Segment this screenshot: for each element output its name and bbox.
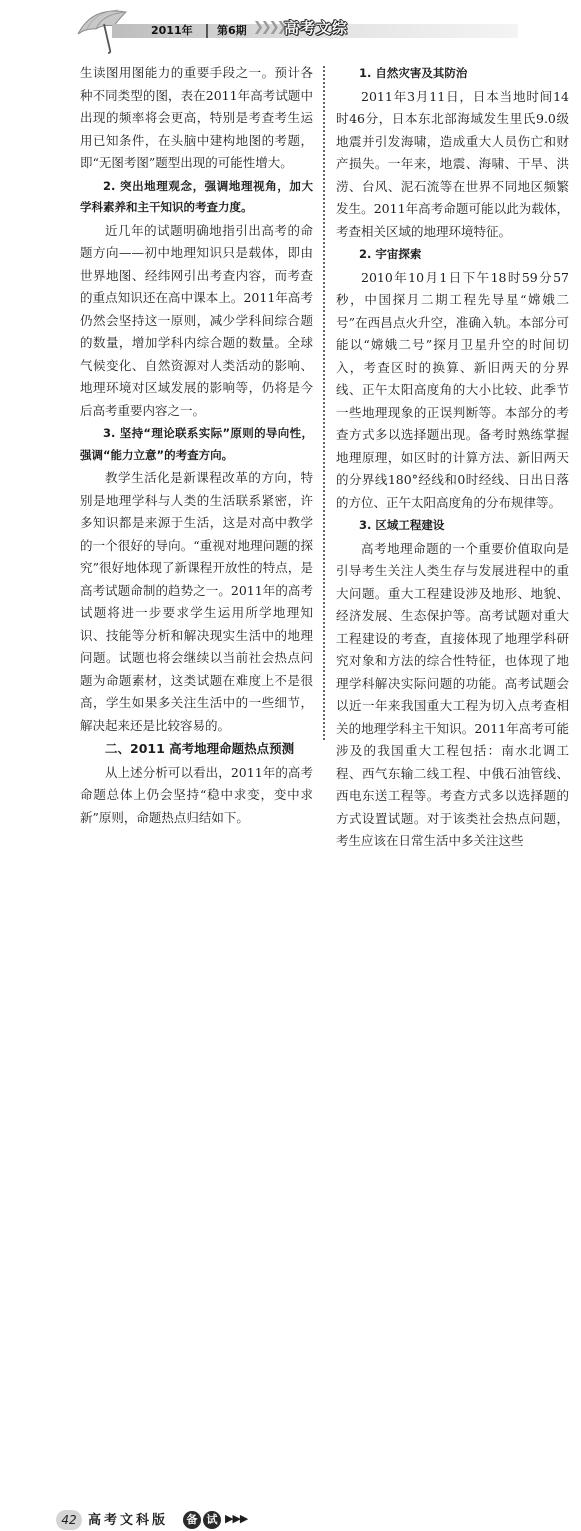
header-separator — [206, 24, 208, 38]
column-divider — [323, 66, 325, 740]
header-issue: 第6期 — [217, 24, 247, 37]
header-year: 2011年 — [151, 24, 193, 37]
header-arrows-icon: ❯❯❯❯ — [253, 20, 285, 35]
left-heading-3: 3. 坚持“理论联系实际”原则的导向性，强调“能力立意”的考查方向。 — [80, 426, 313, 462]
left-paragraph-4: 从上述分析可以看出，2011年的高考命题总体上仍会坚持“稳中求变，变中求新”原则，命题热点归结如下。 — [80, 764, 313, 825]
right-paragraph-1: 2011年3月11日，日本当地时间14时46分，日本东北部海域发生里氏9.0级地震并引发海啸，造成重大人员伤亡和财产损失。一年来，地震、海啸、干旱、洪涝、台风、泥石流等在世界不同地区频繁发生。2011年高考命题可能以此为载体，考查相关区域的地理环境特征。 — [336, 88, 569, 239]
footer-circle-2: 试 — [203, 1511, 221, 1529]
left-column — [80, 62, 313, 829]
left-paragraph-2: 近几年的试题明确地指引出高考的命题方向——初中地理知识只是载体，即由世界地图、经纬网引出考查内容，而考查的重点知识还在高中课本上。2011年高考仍然会坚持这一原则，减少学科间综合题的数量，增加学科内综合题的数量。全球气候变化、自然资源对人类活动的影响、地理环境对区域发展的影响等，仍将是今后高考重要内容之一。 — [80, 222, 313, 418]
right-paragraph-3: 高考地理命题的一个重要价值取向是引导考生关注人类生存与发展进程中的重大问题。重大工程建设涉及地形、地貌、经济发展、生态保护等。高考试题对重大工程建设的考查，直接体现了地理学科研究对象和方法的综合性特征，也体现了地理学科解决实际问题的功能。高考试题会以近一年来我国重大工程为切入点考查相关的地理学科主干知识。2011年高考可能涉及的我国重大工程包括：南水北调工程、西气东输二线工程、中俄石油管线、西电东送工程等。考查方式多以选择题的方式设置试题。对于该类社会热点问题，考生应该在日常生活中多关注这些 — [336, 540, 569, 848]
page-header — [0, 0, 581, 56]
section-title: 二、2011 高考地理命题热点预测 — [105, 741, 295, 756]
right-heading-2: 2. 宇宙探索 — [359, 247, 422, 261]
magazine-title: 高考文综 — [284, 19, 349, 37]
right-paragraph-2: 2010年10月1日下午18时59分57秒，中国探月二期工程先导星“嫦娥二号”在西昌点火升空，准确入轨。本部分可能以“嫦娥二号”探月卫星升空的时间切入，考查区时的换算、新旧两天的分界线、正午太阳高度角的大小比较、此季节一些地理现象的正误判断等。本部分的考查方式多以选择题出现。备考时熟练掌握地理原理，如区时的计算方法、新旧两天的分界线180°经线和0时经线、日出日落的方位、正午太阳高度角的分布规律等。 — [336, 269, 569, 510]
left-paragraph-1: 生读图用图能力的重要手段之一。预计各种不同类型的图，表在2011年高考试题中出现的频率将会更高，特别是考查考生运用已知条件，在头脑中建构地图的考题，即“无图考图”题型出现的可能性增大。 — [80, 65, 313, 170]
footer-circle-1: 备 — [183, 1511, 201, 1529]
footer-edition-text: 高考文科版 — [88, 1513, 169, 1528]
footer-arrows-icon: ▶▶▶ — [225, 1512, 248, 1525]
left-heading-2: 2. 突出地理观念，强调地理视角，加大学科素养和主干知识的考查力度。 — [80, 178, 313, 214]
page-number: 42 — [56, 1510, 82, 1530]
right-heading-1: 1. 自然灾害及其防治 — [359, 66, 468, 80]
left-paragraph-3: 教学生活化是新课程改革的方向，特别是地理学科与人类的生活联系紧密，许多知识都是来源于生活，这是对高中教学的一个很好的导向。“重视对地理问题的探究”很好地体现了新课程开放性的特点，是高考试题命制的趋势之一。2011年的高考试题将进一步要求学生运用所学地理知识、技能等分析和解决现实生活中的地理问题。试题也将会继续以当前社会热点问题为命题素材，这类试题在难度上不是很高，学生如果多关注生活中的一些细节，解决起来还是比较容易的。 — [80, 470, 313, 733]
right-column — [336, 62, 569, 853]
page-footer — [0, 748, 581, 1528]
right-heading-3: 3. 区域工程建设 — [359, 518, 445, 532]
